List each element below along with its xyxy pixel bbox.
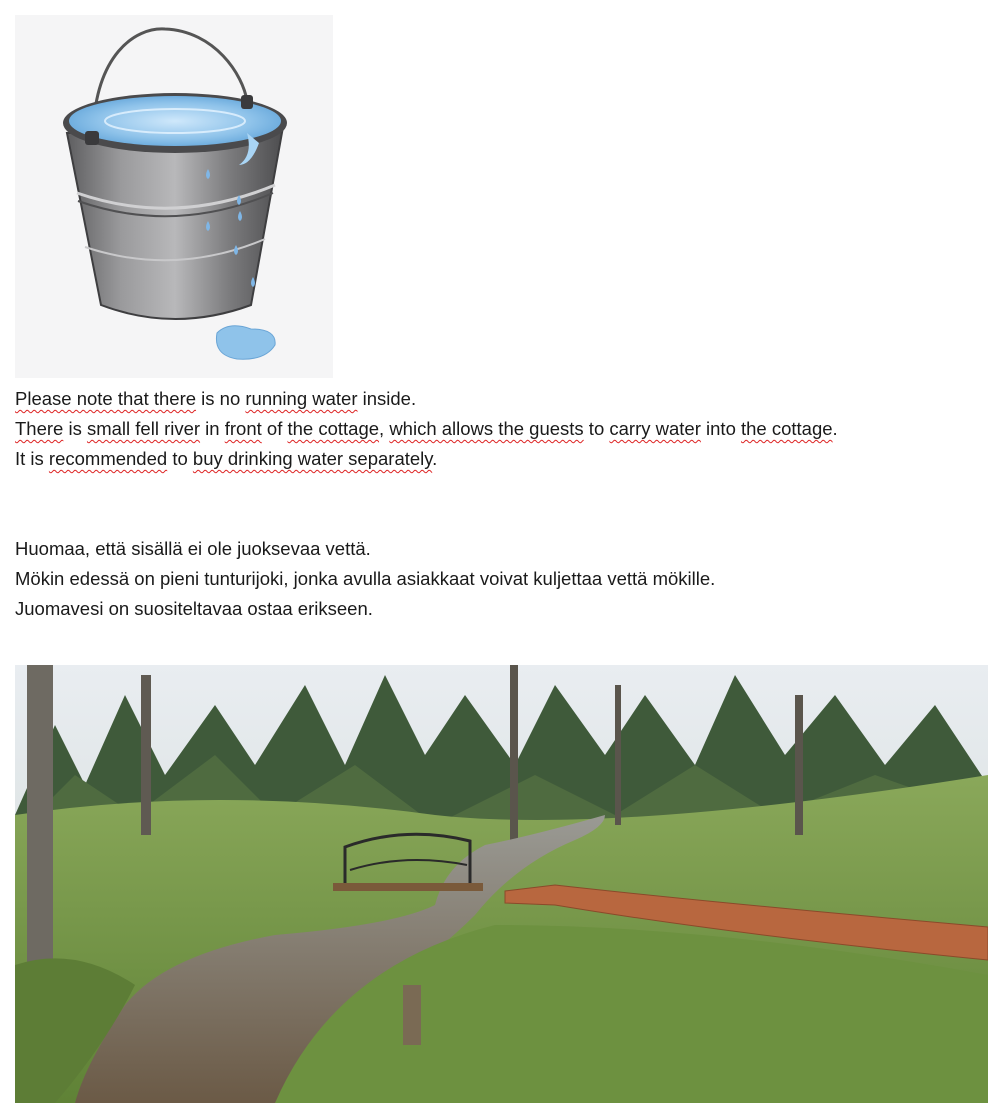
text-segment: of <box>261 418 288 439</box>
english-line <box>15 384 838 414</box>
text-segment: , <box>379 418 390 439</box>
english-line <box>15 444 838 474</box>
text-segment: the cottage <box>741 418 833 439</box>
river-landscape-image <box>15 665 988 1103</box>
water-bucket-icon <box>15 15 333 378</box>
text-segment: in <box>200 418 225 439</box>
fell-river-photo-icon <box>15 665 988 1103</box>
text-segment: which allows the guests <box>389 418 584 439</box>
text-segment: into <box>700 418 741 439</box>
text-segment: is <box>63 418 87 439</box>
text-segment: inside. <box>357 388 417 409</box>
text-segment: to <box>167 448 193 469</box>
english-line <box>15 414 838 444</box>
finnish-line: Juomavesi on suositeltavaa ostaa erikseen. <box>15 598 373 619</box>
finnish-paragraph <box>15 534 715 624</box>
english-paragraph <box>15 384 838 474</box>
text-segment: running water <box>245 388 358 409</box>
text-segment: . <box>832 418 838 439</box>
text-segment: is no <box>196 388 246 409</box>
text-segment: Please note that there <box>15 388 197 409</box>
finnish-line: Mökin edessä on pieni tunturijoki, jonka avulla asiakkaat voivat kuljettaa vettä mökille. <box>15 568 716 589</box>
bucket-image <box>15 15 333 378</box>
text-segment: recommended <box>48 448 168 469</box>
text-segment: carry water <box>609 418 701 439</box>
text-segment: It is <box>15 448 49 469</box>
text-segment: to <box>583 418 610 439</box>
text-segment: small fell river <box>86 418 201 439</box>
text-segment: There <box>15 418 64 439</box>
text-segment: front <box>224 418 262 439</box>
text-segment: buy drinking water separately <box>192 448 433 469</box>
finnish-line: Huomaa, että sisällä ei ole juoksevaa vettä. <box>15 538 371 559</box>
text-segment: . <box>432 448 438 469</box>
text-segment: the cottage <box>287 418 380 439</box>
